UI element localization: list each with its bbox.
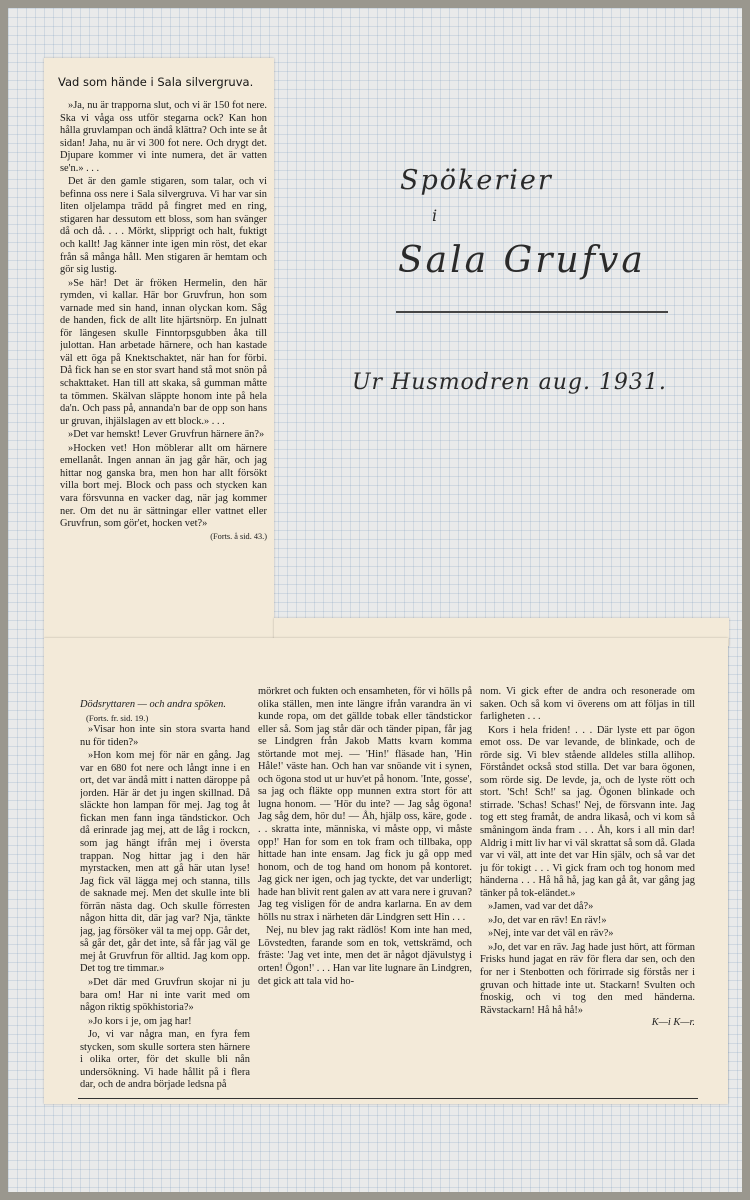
paragraph: »Jo, det var en räv. Jag hade just hört, att förman Frisks hund jagat en räv för flera dar sen, och den for ner i Stenbotten och förirrade sig förstås ner i gruvan och hittade inte ut. Stackarn! Svulten och fnoskig, och vi tog den med händerna. Rävstackarn! Hå hå hå!» (480, 941, 695, 1016)
paragraph: »Det var hemskt! Lever Gruvfrun härnere än?» (68, 429, 265, 441)
paragraph: Kors i hela friden! . . . Där lyste ett par ögon emot oss. De var levande, de blinkade, och de rörde sig. Vi blev stående alldeles stilla allihop. Förståndet också stod stilla. Det var bara ögonen, som rörde sig. De levde, ja, och de lyste rött och stort. 'Sch! Sch!' sa jag. Ögonen blinkade och stirrade. 'Schas! Schas!' Nej, de försvann inte. Jag tog ett steg framåt, de andra likaså, och vi kom så småningom ända fram . . . Åh, kors i all min dar! Aldrig i mitt liv har vi väl skrattat så som då. Glada var vi väl, att inte det var Hin själv, och så var det ju för tokigt . . . Vi gick fram och tog honom med händerna . . . Hå hå hå, jag kan gå åt, var gång jag tänker på tok-eländet.» (480, 724, 695, 899)
continued-from-note: (Forts. fr. sid. 19.) (86, 712, 149, 723)
handwritten-title-line-2: i (432, 206, 440, 225)
paragraph: »Hon kom mej för när en gång. Jag var en 680 fot nere och långt inne i en ort, det var ändå mitt i natten däroppe på jorden. Här är det ju ingen skillnad. Då släckte hon lampan för mej. Jag tog åt fickan men fann inga tändstickor. Och då erinrade jag mej, att de låg i rockcn, som jag hängt ifrån mej i översta trappan. Nog hittar jag i den här myrstacken, men att gå här utan lyse! Jag fick väl lägga mej och stanna, tills de saknade mej. Men det skulle inte bli förrän nästa dag. Och skulle förresten någon hitta dit, där jag var? Nja, tänkte jag, jag försöker väl ta mej opp. Går det, så går det, går det inte, så får jag väl ge mej åt Gruvfrun för alltid. Jag kom opp. Det tog tre timmar.» (80, 750, 250, 975)
continued-note: (Forts. å sid. 43.) (210, 531, 267, 541)
article-title-bottom: Dödsryttaren — och andra spöken. (80, 699, 226, 710)
article-bottom-column-3 (480, 686, 695, 1092)
handwritten-title-line-3: Sala Grufva (398, 240, 646, 281)
paragraph: Nej, nu blev jag rakt rädlös! Kom inte han med, Lövstedten, farande som en tok, vettskrämd, och fräste: 'Jag vet inte, men det är något djävulstyg i orten! Ögon!' . . . Han var lite lugnare än Lindgren, det gick att tala vid ho- (258, 925, 472, 987)
paragraph: mörkret och fukten och ensamheten, för vi hölls på olika ställen, men inte längre ifrån varandra än vi kunde ropa, om det gällde tobak eller tändstickor eller så. Som jag står där och tänder pipan, får jag se Lindgren från Jakob Matts kvarn komma störtande mot mej. — 'Hin!' fläsade han, 'Hin Håle!' väste han. Och han var snöande vit i synen, och ögona stod ut ur huv'et på honom. 'Inte, gosse', sa jag och fläkte opp munnen extra stort för att lugna honom. — 'Hör du inte? — Jag såg ögona! Jag såg dem, hör du! — Åh, hjälp oss, käre, gode . . . skratta inte, människa, vi måste opp, vi måste opp!' Han for som en tok fram och tillbaka, opp hittade han inte ensam. Jag fick ju gå opp med honom, och de tog hand om honom på kontoret. Jag gick ner igen, och jag tyckte, det var underligt; hade han blivit rent galen av att vara nere i gruvan? Jag teg visligen för de andra karlarna. En av dem hölls nu strax i närheten där Lindgren sett Hin . . . (258, 686, 472, 923)
article-title-top: Vad som hände i Sala silvergruva. (58, 75, 254, 89)
signature: K—i K—r. (651, 1017, 695, 1029)
paragraph: »Se här! Det är fröken Hermelin, den här rymden, vi kallar. Här bor Gruvfrun, hon som varnade med sin hand, innan olyckan kom. Såg de handen, fick de allt lite hjärtsnörp. En julnatt för längesen skulle Finntorpsgubben åka till julottan. Han arbetade härnere, och han kastade väl ett öga på Knektschaktet, när han for förbi. Då fick han se en stor svart hand stå mot snön på schakttaket. Han till att skaka, så gumman måtte ta tömmen. Skälvan släppte honom inte på hela da'n. Och pass på, annanda'n bar de opp son hans ur gruvan, ihjälslagen av ett block.» . . . (60, 277, 267, 427)
paragraph: Det är den gamle stigaren, som talar, och vi befinna oss nere i Sala silvergruva. Vi har var sin liten oljelampa trädd på fingret med en ring, stigaren har dessutom ett bloss, som han svänger då och då. . . . Mörkt, slipprigt och halt, fuktigt och kallt! Jag känner inte igen min röst, det ekar från så många håll. Men stigaren är hemtam och gör sig lustig. (60, 176, 267, 276)
handwritten-source-note: Ur Husmodren aug. 1931. (352, 370, 667, 395)
paragraph: »Det där med Gruvfrun skojar ni ju bara om! Har ni inte varit med om någon riktig spökhistoria?» (80, 977, 250, 1014)
paragraph: nom. Vi gick efter de andra och resonerade om saken. Och så kom vi överens om att följas in till farligheten . . . (480, 686, 695, 723)
paragraph: »Hocken vet! Hon möblerar allt om härnere emellanåt. Ingen annan än jag går här, och jag hittar nog ganska bra, men hon har allt försökt villa bort mej. Block och pass och stycken kan vara försvunna en vacker dag, när jag kommer ner. Om det nu är sättningar eller vattnet eller Gruvfrun, som gör'et, hocken vet?» (60, 442, 267, 530)
bottom-rule (78, 1098, 698, 1099)
paragraph: »Jo kors i je, om jag har! (88, 1015, 192, 1027)
handwritten-title-line-1: Spökerier (400, 165, 553, 196)
article-top-column (60, 100, 267, 625)
paragraph: »Visar hon inte sin stora svarta hand nu för tiden?» (80, 724, 250, 748)
paragraph: »Jamen, vad var det då?» (488, 901, 594, 913)
article-bottom-column-1 (80, 699, 250, 1092)
paragraph: »Ja, nu är trapporna slut, och vi är 150 fot nere. Ska vi våga oss utför stegarna ock? Kan hon hålla gruvlampan och ändå klättra? Och inte se åt sidan! Jaha, nu är vi 300 fot nere. Och drygt det. Djupare kommer vi inte numera, det är vatten se'n.» . . . (60, 100, 267, 174)
article-bottom-column-2 (258, 686, 472, 1092)
paragraph: »Nej, inte var det väl en räv?» (488, 928, 614, 940)
handwritten-underline (396, 311, 668, 313)
paragraph: Jo, vi var några man, en fyra fem stycken, som skulle sortera sten härnere i olika orter, för det skulle bli nån undersökning. Vi hade hållit på i flera dar, och de andra började ledsna på (80, 1029, 250, 1091)
paragraph: »Jo, det var en räv! En räv!» (488, 914, 607, 926)
